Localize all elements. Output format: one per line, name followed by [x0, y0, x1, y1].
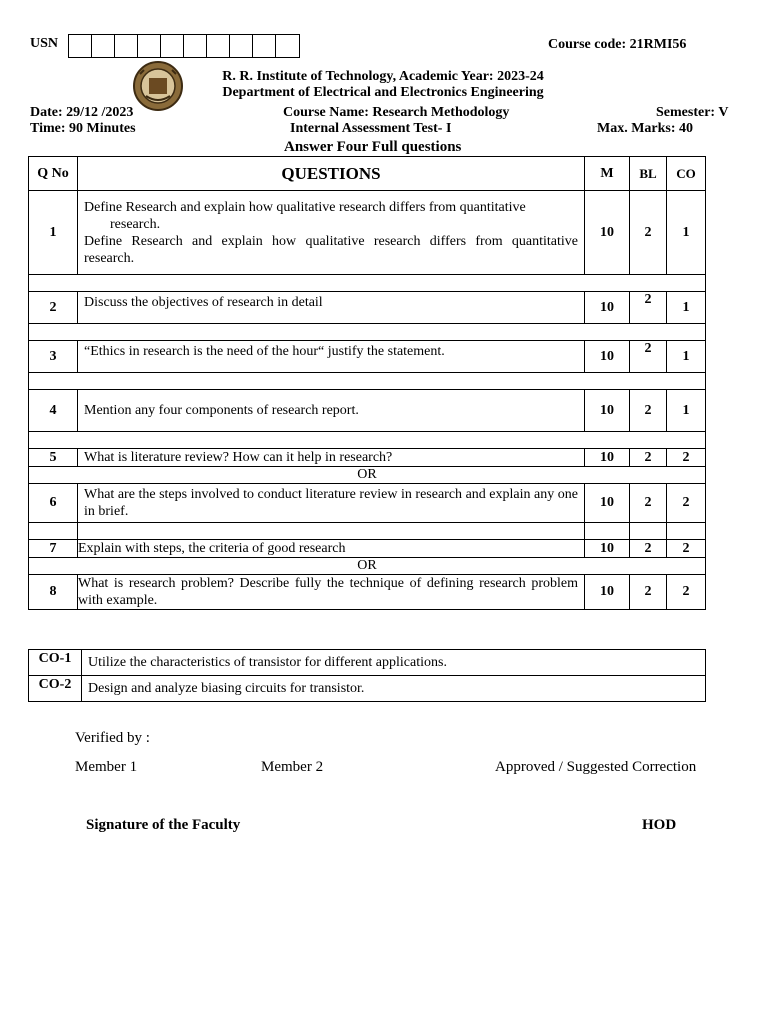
- usn-box: [92, 35, 115, 57]
- bloom-level: 2: [630, 191, 667, 275]
- co-text: Utilize the characteristics of transistor for different applications.: [82, 650, 706, 676]
- usn-box: [69, 35, 92, 57]
- spacer-row: [29, 275, 706, 292]
- college-seal-icon: [132, 60, 184, 112]
- question-text: Explain with steps, the criteria of good research: [78, 540, 585, 558]
- marks: 10: [585, 449, 630, 467]
- spacer-row: [29, 324, 706, 341]
- table-header-row: [29, 157, 706, 191]
- member-2-label: Member 2: [261, 759, 324, 775]
- course-outcome: 2: [667, 575, 706, 610]
- spacer-row: [29, 432, 706, 449]
- or-row: [29, 558, 706, 575]
- course-outcome: 1: [667, 191, 706, 275]
- usn-box: [230, 35, 253, 57]
- course-outcome: 2: [667, 484, 706, 523]
- question-number: 2: [29, 292, 78, 324]
- header-questions: QUESTIONS: [78, 157, 585, 191]
- question-row: [29, 575, 706, 610]
- usn-box: [184, 35, 207, 57]
- usn-label: USN: [30, 36, 59, 51]
- question-number: 5: [29, 449, 78, 467]
- institute-name: R. R. Institute of Technology, Academic Year: 2023-24: [222, 69, 544, 84]
- question-row: [29, 540, 706, 558]
- marks: 10: [585, 341, 630, 373]
- question-text-part: Define Research and explain how qualitative research differs from quantitative: [84, 199, 526, 215]
- header-marks: M: [585, 157, 630, 191]
- course-code: Course code: 21RMI56: [548, 37, 687, 52]
- question-row: [29, 484, 706, 523]
- bloom-level: 2: [630, 292, 667, 324]
- course-name: Course Name: Research Methodology: [283, 105, 510, 120]
- question-text: [78, 191, 585, 275]
- question-number: 8: [29, 575, 78, 610]
- usn-box: [138, 35, 161, 57]
- question-row: [29, 191, 706, 275]
- marks: 10: [585, 575, 630, 610]
- exam-time: Time: 90 Minutes: [30, 121, 136, 136]
- or-row: [29, 467, 706, 484]
- questions-table: [28, 156, 706, 610]
- question-text-part: research.: [110, 216, 161, 232]
- question-number: 7: [29, 540, 78, 558]
- instruction: Answer Four Full questions: [284, 139, 462, 155]
- course-outcomes-table: [28, 649, 706, 702]
- usn-box: [253, 35, 276, 57]
- empty-cell: [667, 523, 706, 540]
- question-number: 6: [29, 484, 78, 523]
- course-outcome-row: [29, 650, 706, 676]
- usn-boxes: [68, 34, 300, 58]
- question-number: 1: [29, 191, 78, 275]
- spacer-row: [29, 373, 706, 390]
- usn-box: [276, 35, 299, 57]
- usn-box: [161, 35, 184, 57]
- max-marks: Max. Marks: 40: [597, 121, 694, 136]
- question-text: “Ethics in research is the need of the hour“ justify the statement.: [78, 341, 585, 373]
- or-label: OR: [29, 558, 706, 575]
- marks: 10: [585, 390, 630, 432]
- marks: 10: [585, 540, 630, 558]
- question-text: What is literature review? How can it help in research?: [78, 449, 585, 467]
- test-name: Internal Assessment Test- I: [290, 121, 452, 136]
- marks: 10: [585, 191, 630, 275]
- marks: 10: [585, 292, 630, 324]
- question-row: [29, 341, 706, 373]
- course-outcome: 1: [667, 341, 706, 373]
- department-name: Department of Electrical and Electronics Engineering: [222, 85, 544, 100]
- course-outcome-row: [29, 676, 706, 702]
- course-outcome: 1: [667, 390, 706, 432]
- question-text: What are the steps involved to conduct literature review in research and explain any one in brief.: [78, 484, 585, 523]
- hod-label: HOD: [642, 817, 677, 833]
- verified-by-label: Verified by :: [75, 730, 150, 746]
- bloom-level: 2: [630, 390, 667, 432]
- or-label: OR: [29, 467, 706, 484]
- header-qno: Q No: [29, 157, 78, 191]
- question-text: What is research problem? Describe fully the technique of defining research problem with example.: [78, 575, 585, 610]
- question-text-part: Define Research and explain how qualitative research differs from quantitative research.: [84, 233, 578, 266]
- empty-cell: [630, 523, 667, 540]
- question-row: [29, 449, 706, 467]
- co-label: CO-1: [29, 650, 82, 676]
- spacer-row: [29, 523, 706, 540]
- bloom-level: 2: [630, 484, 667, 523]
- bloom-level: 2: [630, 540, 667, 558]
- empty-cell: [585, 523, 630, 540]
- question-text: Mention any four components of research report.: [78, 390, 585, 432]
- bloom-level: 2: [630, 449, 667, 467]
- bloom-level: 2: [630, 575, 667, 610]
- question-number: 3: [29, 341, 78, 373]
- course-outcome: 2: [667, 449, 706, 467]
- usn-box: [115, 35, 138, 57]
- approved-label: Approved / Suggested Correction: [495, 759, 697, 775]
- co-text: Design and analyze biasing circuits for transistor.: [82, 676, 706, 702]
- faculty-signature-label: Signature of the Faculty: [86, 817, 241, 833]
- header-bl: BL: [630, 157, 667, 191]
- header-co: CO: [667, 157, 706, 191]
- empty-cell: [78, 523, 585, 540]
- course-outcome: 2: [667, 540, 706, 558]
- course-outcome: 1: [667, 292, 706, 324]
- empty-cell: [29, 523, 78, 540]
- semester: Semester: V: [656, 105, 729, 120]
- marks: 10: [585, 484, 630, 523]
- exam-date: Date: 29/12 /2023: [30, 105, 134, 120]
- question-number: 4: [29, 390, 78, 432]
- co-label: CO-2: [29, 676, 82, 702]
- question-text: Discuss the objectives of research in detail: [78, 292, 585, 324]
- question-row: [29, 292, 706, 324]
- bloom-level: 2: [630, 341, 667, 373]
- usn-box: [207, 35, 230, 57]
- member-1-label: Member 1: [75, 759, 138, 775]
- question-row: [29, 390, 706, 432]
